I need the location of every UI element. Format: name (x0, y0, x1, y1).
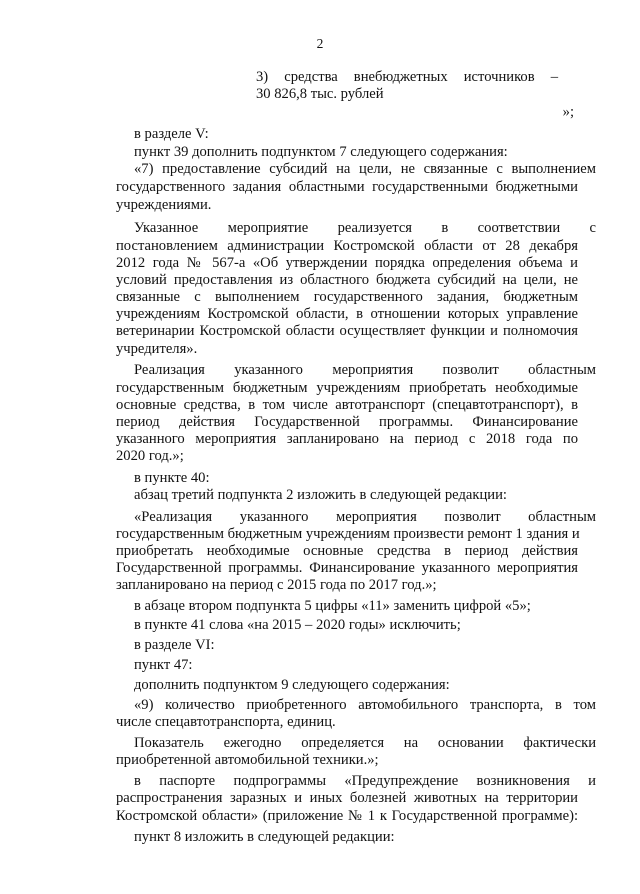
body-line: ветеринарии Костромской области осуществляет функции и полномочия (116, 323, 578, 339)
body-line: в разделе V: (134, 126, 209, 142)
body-line: в пункте 41 слова «на 2015 – 2020 годы» исключить; (134, 617, 461, 633)
body-line: дополнить подпунктом 9 следующего содержания: (134, 677, 450, 693)
body-line: указанного мероприятия запланировано на период с 2018 года по (116, 431, 578, 447)
body-line: «7) предоставление субсидий на цели, не связанные с выполнением (134, 161, 596, 177)
body-line: в пункте 40: (134, 470, 210, 486)
closing-quote: »; (562, 104, 574, 120)
body-line: запланировано на период с 2015 года по 2017 год.»; (116, 577, 437, 593)
funding-amount-line: 30 826,8 тыс. рублей (256, 85, 384, 102)
body-line: условий предоставления из областного бюджета субсидий на цели, не (116, 272, 578, 288)
body-line: в разделе VI: (134, 637, 215, 653)
body-line: учреждениям Костромской области, в отношении которых управление (116, 306, 578, 322)
body-line: учреждениями. (116, 197, 212, 213)
body-line: числе спецавтотранспорта, единиц. (116, 714, 336, 730)
body-line: приобретенной автомобильной техники.»; (116, 752, 379, 768)
body-line: Указанное мероприятие реализуется в соответствии с (134, 220, 596, 236)
body-line: пункт 39 дополнить подпунктом 7 следующего содержания: (134, 144, 508, 160)
body-line: Государственной программы. Финансирование указанного мероприятия (116, 560, 578, 576)
body-line: учредителя». (116, 341, 198, 357)
body-line: приобретать необходимые основные средства в период действия (116, 543, 578, 559)
funding-source-line: 3) средства внебюджетных источников – (256, 69, 558, 85)
body-line: «9) количество приобретенного автомобильного транспорта, в том (134, 697, 596, 713)
body-line: постановлением администрации Костромской области от 28 декабря (116, 238, 578, 254)
body-line: пункт 47: (134, 657, 193, 673)
body-line: пункт 8 изложить в следующей редакции: (134, 829, 395, 845)
body-line: «Реализация указанного мероприятия позволит областным (134, 509, 596, 525)
body-line: абзац третий подпункта 2 изложить в следующей редакции: (134, 487, 507, 503)
page-number: 2 (316, 36, 324, 51)
body-line: в абзаце втором подпункта 5 цифры «11» заменить цифрой «5»; (134, 598, 531, 614)
body-line: Костромской области» (приложение № 1 к Государственной программе): (116, 808, 578, 824)
body-line: основные средства, в том числе автотранспорт (спецавтотранспорт), в (116, 397, 578, 413)
document-body (116, 0, 596, 894)
body-line: Показатель ежегодно определяется на основании фактически (134, 735, 596, 751)
body-line: 2020 год.»; (116, 448, 184, 464)
body-line: 2012 года № 567-а «Об утверждении порядка определения объема и (116, 255, 578, 271)
body-line: государственного задания областными государственными бюджетными (116, 179, 578, 195)
body-line: распространения заразных и иных болезней животных на территории (116, 790, 578, 806)
body-line: период действия Государственной программы. Финансирование (116, 414, 578, 430)
body-line: государственным бюджетным учреждениям приобретать необходимые (116, 380, 578, 396)
body-line: государственным бюджетным учреждениям произвести ремонт 1 здания и (116, 526, 580, 542)
body-line: в паспорте подпрограммы «Предупреждение возникновения и (134, 773, 596, 789)
body-line: связанные с выполнением государственного задания, бюджетным (116, 289, 578, 305)
body-line: Реализация указанного мероприятия позволит областным (134, 362, 596, 378)
